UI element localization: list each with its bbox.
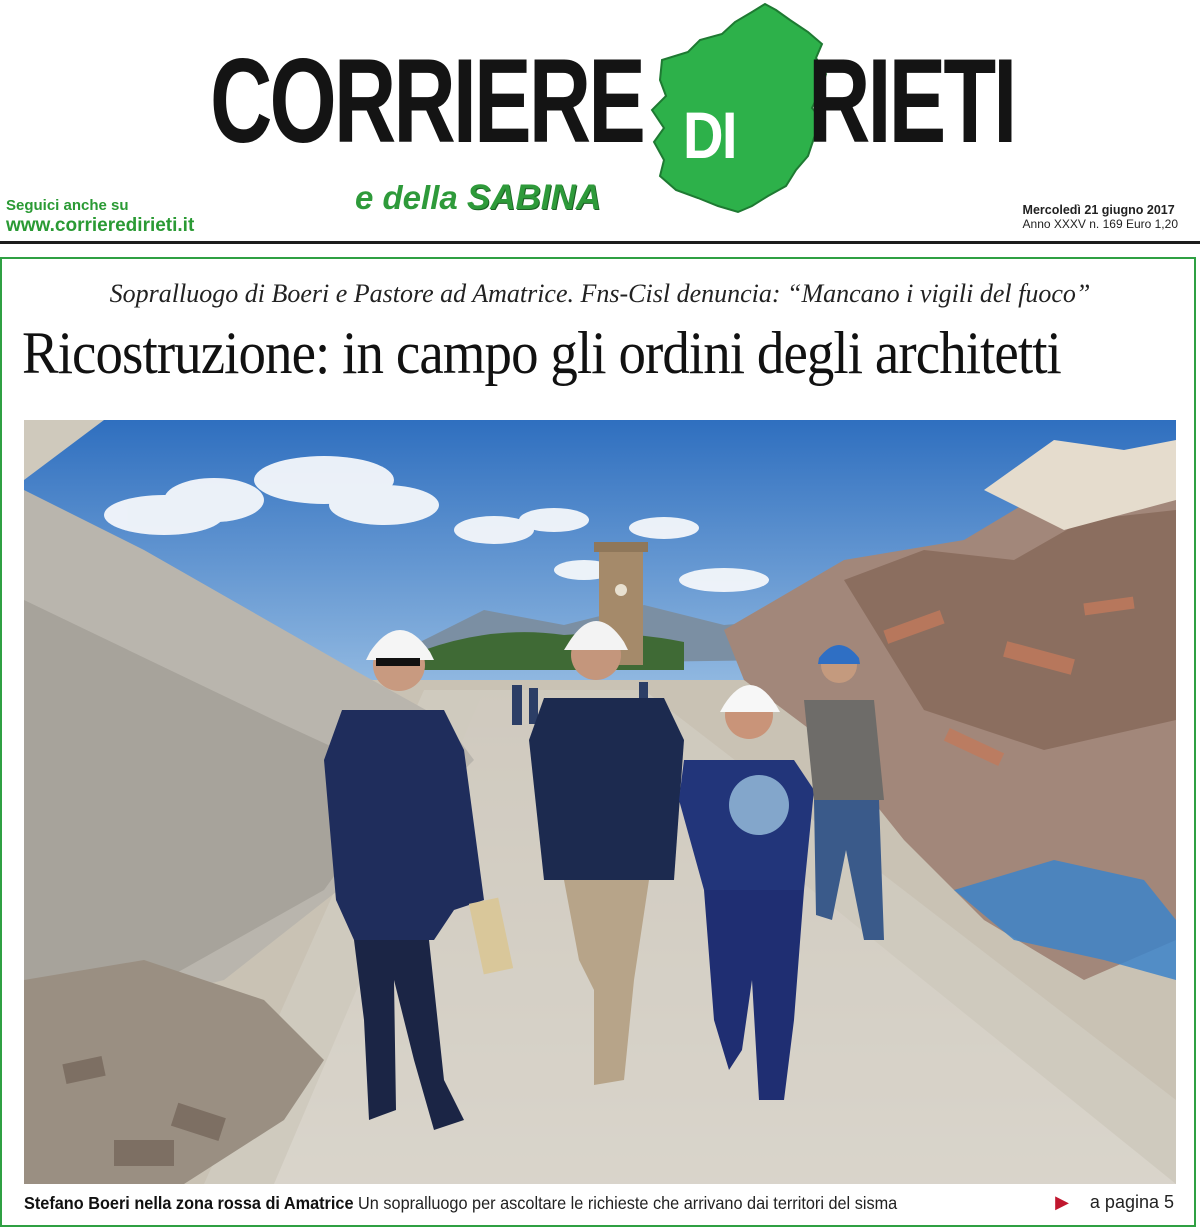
masthead-subtitle [355,178,601,218]
article-headline[interactable]: Ricostruzione: in campo gli ordini degli architetti [22,320,1061,386]
page-reference[interactable] [1055,1192,1174,1213]
masthead [0,0,1200,245]
social-follow-label: Seguici anche su [6,197,129,214]
masthead-title-rieti: RIETI [808,34,1015,168]
masthead-divider [0,241,1200,244]
article-kicker: Sopralluogo di Boeri e Pastore ad Amatrice. Fns-Cisl denuncia: “Mancano i vigili del fuoco” [109,279,1091,308]
masthead-title-di: DI [683,98,736,172]
website-link[interactable]: www.corrieredirieti.it [6,215,195,236]
issue-info [1023,203,1178,231]
article-photo[interactable] [24,420,1176,1184]
caption-bold: Stefano Boeri nella zona rossa di Amatrice [24,1193,354,1213]
issue-date: Mercoledì 21 giugno 2017 [1022,203,1175,217]
masthead-title-corriere: CORRIERE [210,34,644,168]
photo-caption [24,1193,897,1214]
page-reference-label: a pagina 5 [1089,1192,1174,1212]
issue-number-price: Anno XXXV n. 169 Euro 1,20 [1022,217,1178,231]
masthead-subtitle-prefix: e della [355,179,458,216]
caption-text: Un sopralluogo per ascoltare le richieste che arrivano dai territori del sisma [358,1193,898,1213]
social-block [6,196,194,236]
masthead-subtitle-region: SABINA [466,178,602,217]
triangle-right-icon: ▶ [1055,1192,1069,1212]
earthquake-rubble-photo [24,420,1176,1184]
